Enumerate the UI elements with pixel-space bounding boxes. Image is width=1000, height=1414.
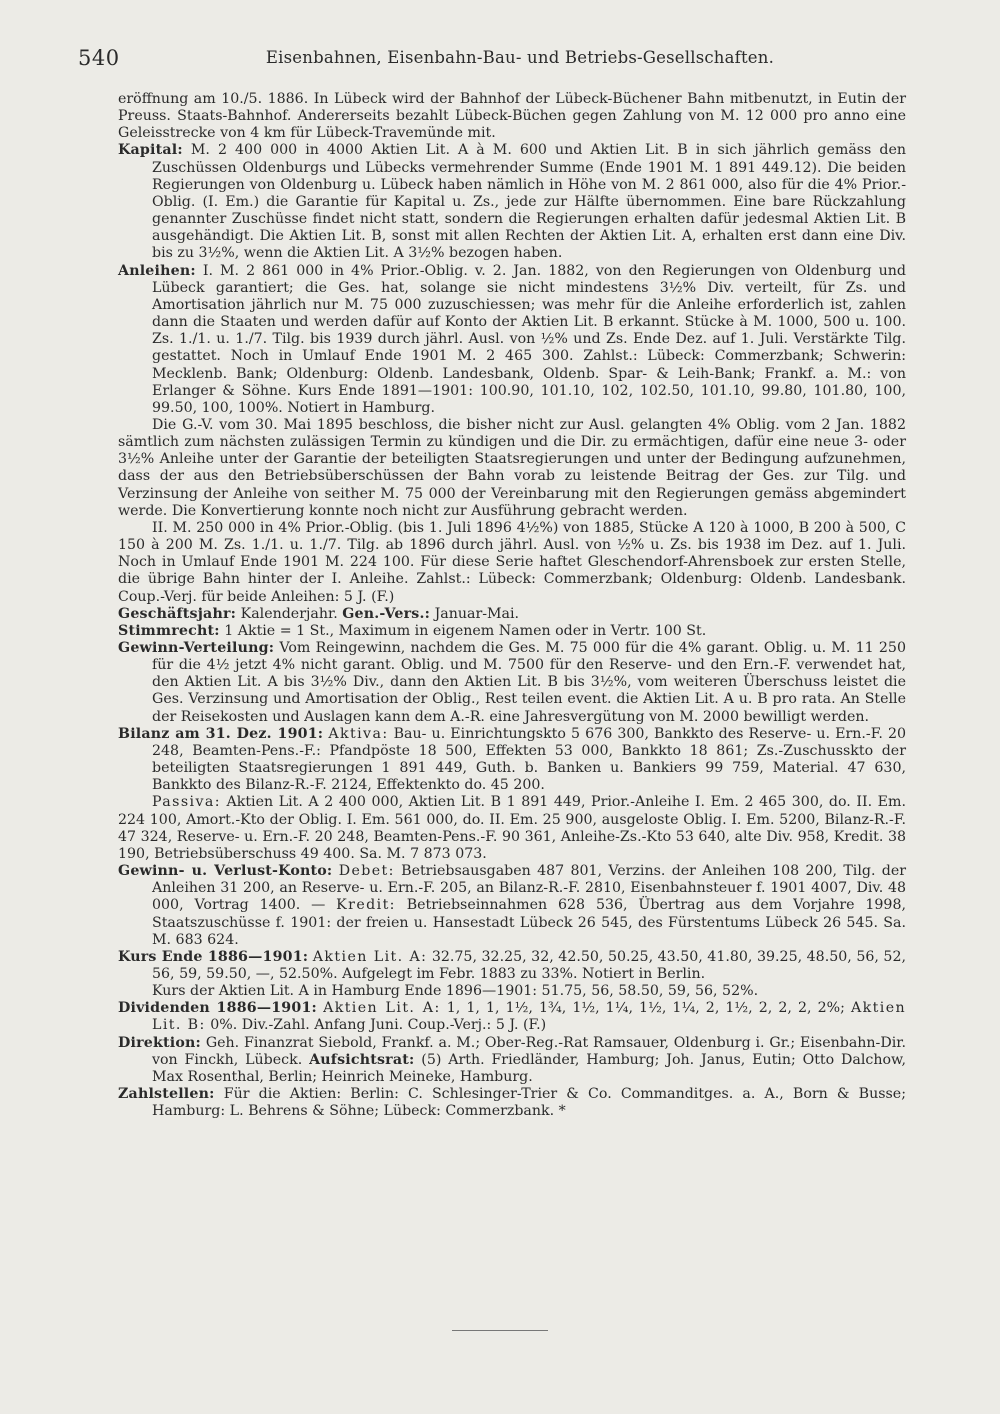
paragraph-zahlstellen: Zahlstellen: Für die Aktien: Berlin: C. Schlesinger-Trier & Co. Commanditges. a. A., Born & Busse; Hamburg: L. Behrens & Söhne; Lübeck: Commerzbank. * [118,1086,906,1120]
page-header [0,44,1000,74]
paragraph-anleihe-ii: II. M. 250 000 in 4% Prior.-Oblig. (bis 1. Juli 1896 4½%) von 1885, Stücke A 120 à 1000, B 200 à 500, C 150 à 200 M. Zs. 1./1. u. 1./7. Tilg. ab 1896 durch jährl. Ausl. von ½% u. Zs. bis 1938 im Dez. auf 1. Juli. Noch in Umlauf Ende 1901 M. 224 100. Für diese Serie haftet Gleschendorf-Ahrensboek zur ersten Stelle, die übrige Bahn hinter der I. Anleihe. Zahlst.: Lübeck: Commerzbank; Oldenburg: Oldenb. Landesbank. Coup.-Verj. für beide Anleihen: 5 J. (F.) [118,519,906,605]
paragraph-stimmrecht: Stimmrecht: 1 Aktie = 1 St., Maximum in eigenem Namen oder in Vertr. 100 St. [118,622,707,639]
paragraph-kurs-hamburg: Kurs der Aktien Lit. A in Hamburg Ende 1896—1901: 51.75, 56, 58.50, 59, 56, 52%. [152,983,759,1000]
paragraph-geschaeftsjahr: Geschäftsjahr: Kalenderjahr. Gen.-Vers.: Januar-Mai. [118,605,520,622]
paragraph-bilanz-aktiva: Bilanz am 31. Dez. 1901: Aktiva: Bau- u. Einrichtungskto 5 676 300, Bankkto des Reserve- u. Ern.-F. 20 248, Beamten-Pens.-F.: Pfandpöste 18 500, Effekten 53 000, Bankkto 18 861; Zs.-Zuschusskto der beteiligten Staatsregierungen 1 891 449, Guth. b. Banken u. Bankiers 99 759, Material. 47 630, Bankkto des Bilanz-R.-F. 2124, Effektenkto do. 45 200. [118,725,906,794]
page-number: 540 [78,46,120,70]
running-title: Eisenbahnen, Eisenbahn-Bau- und Betriebs-Gesellschaften. [265,48,775,67]
paragraph-anleihen: Anleihen: I. M. 2 861 000 in 4% Prior.-Oblig. v. 2. Jan. 1882, von den Regierungen von Oldenburg und Lübeck garantiert; die Ges. hat, solange sie nicht mindestens 3½% Div. verteilt, für Zs. und Amortisation jährlich nur M. 75 000 zuzuschiessen; was mehr für die Anleihe erforderlich ist, zahlen dann die Staaten und werden dafür auf Konto der Aktien Lit. B erkannt. Stücke à M. 1000, 500 u. 100. Zs. 1./1. u. 1./7. Tilg. bis 1939 durch jährl. Ausl. von ½% und Zs. Ende Dez. auf 1. Juli. Verstärkte Tilg. gestattet. Noch in Umlauf Ende 1901 M. 2 465 300. Zahlst.: Lübeck: Commerzbank; Schwerin: Mecklenb. Bank; Oldenburg: Oldenb. Landesbank, Oldenb. Spar- & Leih-Bank; Frankf. a. M.: von Erlanger & Söhne. Kurs Ende 1891—1901: 100.90, 101.10, 102, 102.50, 101.10, 99.80, 101.80, 100, 99.50, 100, 100%. Notiert in Hamburg. [118,262,906,416]
paragraph-gewinn-verteilung: Gewinn-Verteilung: Vom Reingewinn, nachdem die Ges. M. 75 000 für die 4% garant. Oblig. u. M. 11 250 für die 4½ jetzt 4% nicht garant. Oblig. und M. 7500 für den Reserve- und den Ern.-F. verwendet hat, den Aktien Lit. A bis 3½% Div., dann den Aktien Lit. B bis 3½%, vom weiteren Überschuss leistet die Ges. Verzinsung und Amortisation der Oblig., Rest teilen event. die Aktien Lit. A u. B pro rata. An Stelle der Reisekosten und Auslagen kann dem A.-R. eine Jahresvergütung von M. 2000 bewilligt werden. [118,640,906,725]
text-body [118,91,906,1120]
paragraph-dividenden: Dividenden 1886—1901: Aktien Lit. A: 1, 1, 1, 1½, 1¾, 1½, 1¼, 1½, 1¼, 2, 1½, 2, 2, 2, 2%; Aktien Lit. B: 0%. Div.-Zahl. Anfang Juni. Coup.-Verj.: 5 J. (F.) [118,1000,907,1034]
paragraph-direktion: Direktion: Geh. Finanzrat Siebold, Frankf. a. M.; Ober-Reg.-Rat Ramsauer, Oldenburg i. Gr.; Eisenbahn-Dir. von Finckh, Lübeck. Aufsichtsrat: (5) Arth. Friedländer, Hamburg; Joh. Janus, Eutin; Otto Dalchow, Max Rosenthal, Berlin; Heinrich Meineke, Hamburg. [118,1034,906,1085]
paragraph-kurs: Kurs Ende 1886—1901: Aktien Lit. A: 32.75, 32.25, 32, 42.50, 50.25, 43.50, 41.80, 39.25, 48.50, 56, 52, 56, 59, 59.50, —, 52.50%. Aufgelegt im Febr. 1883 zu 33%. Notiert in Berlin. [118,948,906,982]
end-rule [452,1330,548,1331]
paragraph-bilanz-passiva: Passiva: Aktien Lit. A 2 400 000, Aktien Lit. B 1 891 449, Prior.-Anleihe I. Em. 2 465 300, do. II. Em. 224 100, Amort.-Kto der Oblig. I. Em. 561 000, do. II. Em. 25 900, ausgeloste Oblig. I. Em. 5200, Bilanz-R.-F. 47 324, Reserve- u. Ern.-F. 20 248, Beamten-Pens.-F. 90 361, Anleihe-Zs.-Kto 53 640, alte Div. 958, Kredit. 38 190, Betriebsüberschuss 49 400. Sa. M. 7 873 073. [118,794,906,862]
paragraph-gv-beschluss: Die G.-V. vom 30. Mai 1895 beschloss, die bisher nicht zur Ausl. gelangten 4% Oblig. vom 2 Jan. 1882 sämtlich zum nächsten zulässigen Termin zu kündigen und die Dir. zu ermächtigen, dafür eine neue 3- oder 3½% Anleihe unter der Garantie der beteiligten Staatsregierungen und unter der Bedingung aufzunehmen, dass der aus den Betriebsüberschüssen der Bahn vorab zu leistende Beitrag der Ges. zur Tilg. und Verzinsung der Anleihe von seither M. 75 000 der Vereinbarung mit den Regierungen gemäss abgemindert werde. Die Konvertierung konnte noch nicht zur Ausführung gebracht werden. [118,416,906,519]
paragraph-kapital: Kapital: M. 2 400 000 in 4000 Aktien Lit. A à M. 600 und Aktien Lit. B in sich jährlich gemäss den Zuschüssen Oldenburgs und Lübecks vermehrender Summe (Ende 1901 M. 1 891 449.12). Die beiden Regierungen von Oldenburg u. Lübeck haben nämlich in Höhe von M. 2 861 000, also für die 4% Prior.-Oblig. (I. Em.) die Garantie für Kapital u. Zs., jede zur Hälfte übernommen. Eine bare Rückzahlung genannter Zuschüsse findet nicht statt, sondern die Regierungen erhalten dafür jedesmal Aktien Lit. B ausgehändigt. Die Aktien Lit. B, sonst mit allen Rechten der Aktien Lit. A, erhalten erst dann eine Div. bis zu 3½%, wenn die Aktien Lit. A 3½% bezogen haben. [118,142,906,262]
paragraph-gewinn-verlust: Gewinn- u. Verlust-Konto: Debet: Betriebsausgaben 487 801, Verzins. der Anleihen 108 200, Tilg. der Anleihen 31 200, an Reserve- u. Ern.-F. 205, an Bilanz-R.-F. 2810, Eisenbahnsteuer f. 1901 4007, Div. 48 000, Vortrag 1400. — Kredit: Betriebseinnahmen 628 536, Übertrag aus dem Vorjahre 1998, Staatszuschüsse f. 1901: der freien u. Hansestadt Lübeck 26 545, des Fürstentums Lübeck 26 545. Sa. M. 683 624. [118,863,907,948]
paragraph-intro: eröffnung am 10./5. 1886. In Lübeck wird der Bahnhof der Lübeck-Büchener Bahn mitbenutzt, in Eutin der Preuss. Staats-Bahnhof. Andererseits bezahlt Lübeck-Büchen gegen Zahlung von M. 12 000 pro anno eine Geleisstrecke von 4 km für Lübeck-Travemünde mit. [118,91,906,142]
